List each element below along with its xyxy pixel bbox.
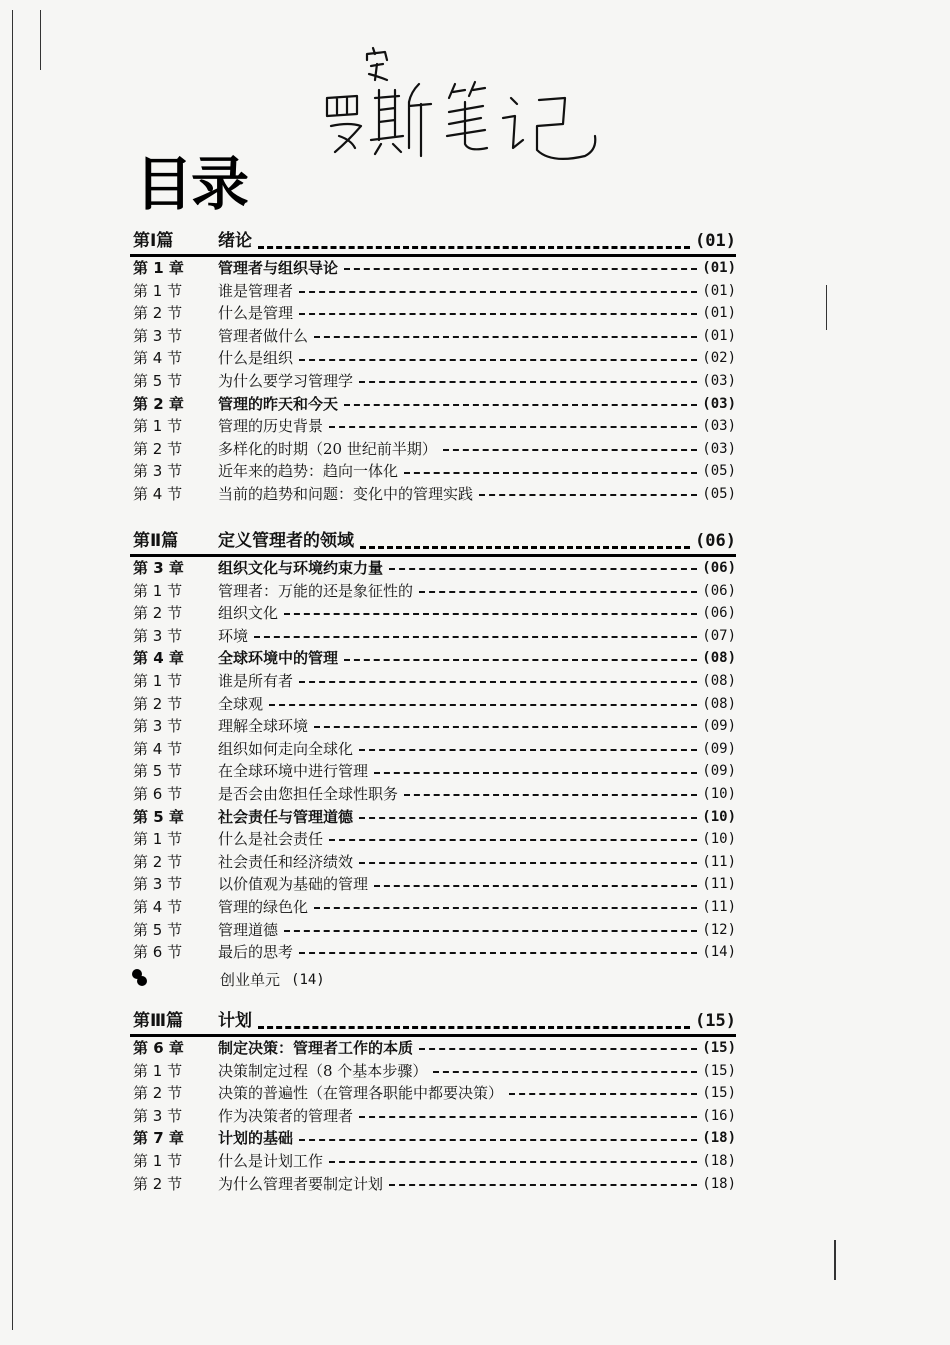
toc-page-number: (01) bbox=[702, 305, 736, 322]
toc-part-block bbox=[130, 528, 736, 990]
toc-entry-label: 第 3 节 bbox=[133, 875, 183, 894]
toc-entry-line bbox=[218, 483, 736, 506]
toc-entry-line bbox=[218, 460, 736, 483]
toc-entry-line bbox=[218, 693, 736, 716]
toc-page-number: (14) bbox=[702, 944, 736, 961]
toc-section-row bbox=[130, 693, 736, 716]
toc-page-number: (08) bbox=[702, 695, 736, 712]
toc-page-number: (05) bbox=[702, 485, 736, 502]
toc-entry-line bbox=[218, 438, 736, 461]
toc-entry-label bbox=[135, 969, 205, 992]
toc-part-block bbox=[130, 228, 736, 506]
toc-page-number: (01) bbox=[702, 282, 736, 299]
toc-entry-title: 管理的昨天和今天 bbox=[218, 394, 339, 413]
toc-entry-title: 近年来的趋势：趋向一体化 bbox=[218, 462, 399, 481]
toc-page-number: (01) bbox=[695, 231, 736, 251]
toc-entry-label: 第 1 章 bbox=[133, 259, 184, 277]
dash-leader bbox=[344, 268, 697, 270]
dash-leader bbox=[374, 885, 697, 887]
toc-entry-label: 第 2 节 bbox=[133, 694, 183, 713]
dash-leader bbox=[359, 381, 697, 383]
toc-entry-title: 决策制定过程（8 个基本步骤） bbox=[218, 1061, 428, 1080]
toc-entry-line bbox=[218, 325, 736, 348]
dash-leader bbox=[299, 681, 697, 683]
toc-page-number: (06) bbox=[702, 560, 736, 576]
toc-entry-title: 最后的思考 bbox=[218, 943, 294, 962]
dash-leader bbox=[258, 1026, 690, 1029]
toc-entry-title: 组织如何走向全球化 bbox=[218, 739, 354, 758]
dash-leader bbox=[359, 817, 697, 819]
toc-entry-title: 管理道德 bbox=[218, 920, 279, 939]
toc-entry-line bbox=[218, 602, 736, 625]
toc-page-number: (15) bbox=[695, 1011, 736, 1031]
dash-leader bbox=[359, 749, 697, 751]
toc-section-row bbox=[130, 941, 736, 964]
page-title: 目录 bbox=[135, 150, 248, 218]
toc-entry-line bbox=[218, 738, 736, 761]
toc-entry-title: 什么是管理 bbox=[218, 304, 294, 323]
dash-leader bbox=[299, 1139, 697, 1141]
toc-section-row bbox=[130, 873, 736, 896]
toc-entry-line bbox=[218, 873, 736, 896]
toc-section-row bbox=[130, 1173, 736, 1196]
toc-entry-label: 第 2 节 bbox=[133, 852, 183, 871]
toc-page-number: (10) bbox=[702, 808, 736, 825]
dash-leader bbox=[433, 1071, 697, 1073]
dash-leader bbox=[389, 1184, 697, 1186]
toc-entry-title: 全球环境中的管理 bbox=[218, 649, 339, 668]
toc-entry-label: 第 2 章 bbox=[133, 394, 184, 413]
dash-leader bbox=[359, 1116, 697, 1118]
toc-entry-line bbox=[218, 370, 736, 393]
toc-part-row bbox=[130, 1008, 736, 1037]
toc-entry-title: 社会责任和经济绩效 bbox=[218, 852, 354, 871]
toc-entry-label: 第 6 章 bbox=[133, 1039, 184, 1057]
toc-page-number: (09) bbox=[702, 740, 736, 757]
toc-entry-title: 环境 bbox=[218, 626, 249, 645]
toc-page-number: (06) bbox=[702, 582, 736, 599]
toc-entry-label: 第 3 节 bbox=[133, 326, 183, 345]
toc-section-row bbox=[130, 919, 736, 942]
toc-entry-label: 第Ⅱ篇 bbox=[133, 531, 179, 551]
toc-entry-line bbox=[218, 1150, 736, 1173]
toc-entry-line bbox=[218, 1105, 736, 1128]
toc-page-number: (07) bbox=[702, 627, 736, 644]
toc-page-number: (18) bbox=[702, 1130, 736, 1147]
dash-leader bbox=[374, 772, 697, 774]
toc-section-row bbox=[130, 851, 736, 874]
dash-leader bbox=[258, 246, 690, 249]
toc-entry-title: 绪论 bbox=[218, 231, 252, 251]
dash-leader bbox=[329, 426, 697, 428]
toc-entry-label: 第 3 节 bbox=[133, 626, 183, 645]
toc-page-number: (08) bbox=[702, 672, 736, 689]
toc-entry-label: 第 1 节 bbox=[133, 581, 183, 600]
toc-section-row bbox=[130, 828, 736, 851]
toc-entry-title: 管理者做什么 bbox=[218, 326, 309, 345]
toc-entry-line bbox=[218, 1173, 736, 1196]
dash-leader bbox=[344, 659, 697, 661]
toc-entry-title: 决策的普遍性（在管理各职能中都要决策） bbox=[218, 1084, 504, 1103]
toc-entry-title: 理解全球环境 bbox=[218, 717, 309, 736]
toc-entry-title: 在全球环境中进行管理 bbox=[218, 762, 369, 781]
toc-entry-line bbox=[218, 1037, 736, 1060]
toc-entry-line bbox=[218, 228, 736, 254]
toc-entry-title: 计划 bbox=[218, 1011, 252, 1031]
toc-entry-title: 作为决策者的管理者 bbox=[218, 1106, 354, 1125]
toc-entry-line bbox=[218, 851, 736, 874]
toc-entry-title: 以价值观为基础的管理 bbox=[218, 875, 369, 894]
toc-chapter-row bbox=[130, 647, 736, 670]
dash-leader bbox=[344, 404, 697, 406]
toc-entry-label: 第 4 节 bbox=[133, 484, 183, 503]
toc-entry-label: 第 4 节 bbox=[133, 349, 183, 368]
scan-edge-line bbox=[40, 10, 41, 70]
toc-section-row bbox=[130, 415, 736, 438]
toc-page-number: (18) bbox=[702, 1175, 736, 1192]
toc-entry-title: 谁是管理者 bbox=[218, 281, 294, 300]
toc-entry-label: 第 3 节 bbox=[133, 1106, 183, 1125]
toc-section-row bbox=[130, 670, 736, 693]
toc-entry-line bbox=[218, 896, 736, 919]
toc-page-number: (11) bbox=[702, 853, 736, 870]
toc-entry-title: 管理者与组织导论 bbox=[218, 259, 339, 277]
toc-entry-line bbox=[218, 393, 736, 416]
toc-entry-label: 第 1 节 bbox=[133, 417, 183, 436]
dash-leader bbox=[299, 291, 697, 293]
toc-entry-label: 第 2 节 bbox=[133, 1084, 183, 1103]
toc-entry-line bbox=[218, 670, 736, 693]
toc-entry-line bbox=[218, 1127, 736, 1150]
dash-leader bbox=[360, 546, 690, 549]
toc-entry-label: 第 4 节 bbox=[133, 897, 183, 916]
dash-leader bbox=[479, 494, 697, 496]
toc-section-row bbox=[132, 969, 325, 990]
toc-entry-title: 创业单元 bbox=[220, 971, 281, 990]
toc-chapter-row bbox=[130, 557, 736, 580]
toc-entry-line bbox=[218, 1060, 736, 1083]
toc-entry-title: 管理者：万能的还是象征性的 bbox=[218, 581, 414, 600]
toc-page-number: (15) bbox=[702, 1040, 736, 1056]
dash-leader bbox=[389, 568, 697, 570]
dash-leader bbox=[443, 449, 697, 451]
toc-entry-label: 第 5 节 bbox=[133, 920, 183, 939]
dash-leader bbox=[299, 313, 697, 315]
toc-page-number: (15) bbox=[702, 1085, 736, 1102]
toc-entry-title: 什么是组织 bbox=[218, 349, 294, 368]
toc-entry-label: 第 2 节 bbox=[133, 304, 183, 323]
toc-entry-label: 第 4 节 bbox=[133, 739, 183, 758]
toc-entry-title: 是否会由您担任全球性职务 bbox=[218, 784, 399, 803]
toc-entry-title: 管理的历史背景 bbox=[218, 417, 324, 436]
handwritten-title-signature bbox=[315, 40, 605, 165]
toc-entry-label: 第 2 节 bbox=[133, 1174, 183, 1193]
toc-entry-label: 第 5 节 bbox=[133, 762, 183, 781]
toc-page-number: (14) bbox=[291, 972, 325, 989]
scan-edge-line bbox=[834, 1240, 836, 1280]
toc-section-row bbox=[130, 896, 736, 919]
toc-entry-line bbox=[218, 257, 736, 280]
toc-entry-label: 第 7 章 bbox=[133, 1129, 184, 1148]
toc-section-row bbox=[130, 1082, 736, 1105]
toc-entry-title: 为什么要学习管理学 bbox=[218, 371, 354, 390]
dash-leader bbox=[359, 862, 697, 864]
dash-leader bbox=[329, 839, 697, 841]
dash-leader bbox=[314, 907, 697, 909]
toc-part-block bbox=[130, 1008, 736, 1195]
toc-section-row bbox=[130, 460, 736, 483]
toc-entry-title: 全球观 bbox=[218, 694, 264, 713]
toc-entry-line bbox=[218, 625, 736, 648]
dash-leader bbox=[284, 930, 697, 932]
dash-leader bbox=[269, 704, 697, 706]
toc-entry-label: 第 1 节 bbox=[133, 830, 183, 849]
toc-entry-line bbox=[218, 919, 736, 942]
toc-page-number: (09) bbox=[702, 718, 736, 735]
toc-entry-title: 管理的绿色化 bbox=[218, 897, 309, 916]
dash-leader bbox=[299, 952, 697, 954]
toc-entry-line bbox=[218, 1008, 736, 1034]
toc-page-number: (03) bbox=[702, 440, 736, 457]
toc-page-number: (03) bbox=[702, 395, 736, 412]
toc-entry-label: 第 3 节 bbox=[133, 462, 183, 481]
toc-page-number: (09) bbox=[702, 763, 736, 780]
toc-entry-label: 第 3 章 bbox=[133, 559, 184, 577]
toc-page-number: (03) bbox=[702, 372, 736, 389]
toc-entry-line bbox=[218, 941, 736, 964]
dash-leader bbox=[299, 359, 697, 361]
toc-entry-title: 社会责任与管理道德 bbox=[218, 807, 354, 826]
toc-page-number: (16) bbox=[702, 1107, 736, 1124]
toc-entry-title: 定义管理者的领域 bbox=[218, 531, 354, 551]
toc-entry-label: 第 5 节 bbox=[133, 371, 183, 390]
toc-chapter-row bbox=[130, 257, 736, 280]
toc-entry-title: 制定决策：管理者工作的本质 bbox=[218, 1039, 414, 1057]
toc-section-row bbox=[130, 602, 736, 625]
toc-entry-line bbox=[218, 528, 736, 554]
toc-entry-line bbox=[218, 760, 736, 783]
toc-entry-line bbox=[218, 828, 736, 851]
toc-entry-line bbox=[218, 580, 736, 603]
toc-page-number: (05) bbox=[702, 463, 736, 480]
toc-entry-label: 第Ⅰ篇 bbox=[133, 231, 174, 251]
toc-page-number: (11) bbox=[702, 898, 736, 915]
toc-section-row bbox=[130, 370, 736, 393]
toc-chapter-row bbox=[130, 1127, 736, 1150]
toc-section-row bbox=[130, 715, 736, 738]
toc-page-number: (11) bbox=[702, 876, 736, 893]
toc-section-row bbox=[130, 580, 736, 603]
dash-leader bbox=[404, 472, 697, 474]
toc-page-number: (10) bbox=[702, 785, 736, 802]
toc-entry-line bbox=[218, 647, 736, 670]
toc-entry-title: 为什么管理者要制定计划 bbox=[218, 1174, 384, 1193]
dash-leader bbox=[254, 636, 697, 638]
toc-section-row bbox=[130, 625, 736, 648]
toc-page-number: (18) bbox=[702, 1152, 736, 1169]
toc-page-number: (10) bbox=[702, 831, 736, 848]
toc-entry-label: 第 5 章 bbox=[133, 807, 184, 826]
toc-entry-title: 谁是所有者 bbox=[218, 671, 294, 690]
toc-entry-title: 什么是计划工作 bbox=[218, 1151, 324, 1170]
toc-page-number: (02) bbox=[702, 350, 736, 367]
dash-leader bbox=[509, 1093, 697, 1095]
toc-entry-line bbox=[218, 302, 736, 325]
dash-leader bbox=[404, 794, 697, 796]
toc-entry-label: 第 2 节 bbox=[133, 439, 183, 458]
toc-entry-line bbox=[218, 783, 736, 806]
dash-leader bbox=[314, 726, 697, 728]
toc-entry-label: 第 1 节 bbox=[133, 281, 183, 300]
scan-edge-line bbox=[826, 285, 827, 330]
toc-page-number: (15) bbox=[702, 1062, 736, 1079]
scan-edge-line bbox=[12, 10, 13, 1330]
dash-leader bbox=[419, 591, 697, 593]
toc-section-row bbox=[130, 783, 736, 806]
toc-entry-title: 组织文化与环境约束力量 bbox=[218, 559, 384, 577]
toc-page-number: (03) bbox=[702, 418, 736, 435]
toc-section-row bbox=[130, 325, 736, 348]
toc-section-row bbox=[130, 347, 736, 370]
toc-entry-title: 多样化的时期（20 世纪前半期） bbox=[218, 439, 437, 458]
toc-page-number: (12) bbox=[702, 921, 736, 938]
toc-page-number: (01) bbox=[702, 327, 736, 344]
dash-leader bbox=[329, 1161, 697, 1163]
toc-section-row bbox=[130, 483, 736, 506]
toc-entry-line bbox=[218, 415, 736, 438]
toc-page-number: (06) bbox=[702, 605, 736, 622]
toc-section-row bbox=[130, 302, 736, 325]
toc-entry-label: 第Ⅲ篇 bbox=[133, 1011, 184, 1031]
toc-section-row bbox=[130, 1150, 736, 1173]
toc-page-number: (08) bbox=[702, 650, 736, 667]
toc-section-row bbox=[130, 1060, 736, 1083]
toc-entry-line bbox=[218, 280, 736, 303]
toc-entry-line bbox=[218, 806, 736, 829]
toc-entry-label: 第 2 节 bbox=[133, 604, 183, 623]
toc-entry-label: 第 3 节 bbox=[133, 717, 183, 736]
toc-section-row bbox=[130, 738, 736, 761]
toc-section-row bbox=[130, 280, 736, 303]
toc-entry-title: 当前的趋势和问题：变化中的管理实践 bbox=[218, 484, 474, 503]
toc-entry-title: 什么是社会责任 bbox=[218, 830, 324, 849]
toc-section-row bbox=[130, 1105, 736, 1128]
toc-entry-line bbox=[218, 557, 736, 580]
toc-entry-title: 计划的基础 bbox=[218, 1129, 294, 1148]
toc-page-number: (06) bbox=[695, 531, 736, 551]
dash-leader bbox=[314, 336, 697, 338]
toc-entry-label: 第 1 节 bbox=[133, 1061, 183, 1080]
toc-section-row bbox=[130, 760, 736, 783]
toc-entry-title: 组织文化 bbox=[218, 604, 279, 623]
toc-chapter-row bbox=[130, 806, 736, 829]
toc-entry-line bbox=[218, 1082, 736, 1105]
dash-leader bbox=[419, 1048, 697, 1050]
toc-page-number: (01) bbox=[702, 260, 736, 276]
toc-part-row bbox=[130, 528, 736, 557]
dash-leader bbox=[284, 613, 697, 615]
toc-entry-label: 第 6 节 bbox=[133, 784, 183, 803]
toc-entry-label: 第 1 节 bbox=[133, 671, 183, 690]
toc-section-row bbox=[130, 438, 736, 461]
toc-entry-line bbox=[218, 347, 736, 370]
toc-entry-label: 第 4 章 bbox=[133, 649, 184, 668]
toc-entry-line bbox=[218, 715, 736, 738]
bullet-icon bbox=[137, 976, 147, 986]
toc-part-row bbox=[130, 228, 736, 257]
toc-chapter-row bbox=[130, 393, 736, 416]
toc-entry-label: 第 1 节 bbox=[133, 1151, 183, 1170]
toc-entry-label: 第 6 节 bbox=[133, 943, 183, 962]
toc-chapter-row bbox=[130, 1037, 736, 1060]
